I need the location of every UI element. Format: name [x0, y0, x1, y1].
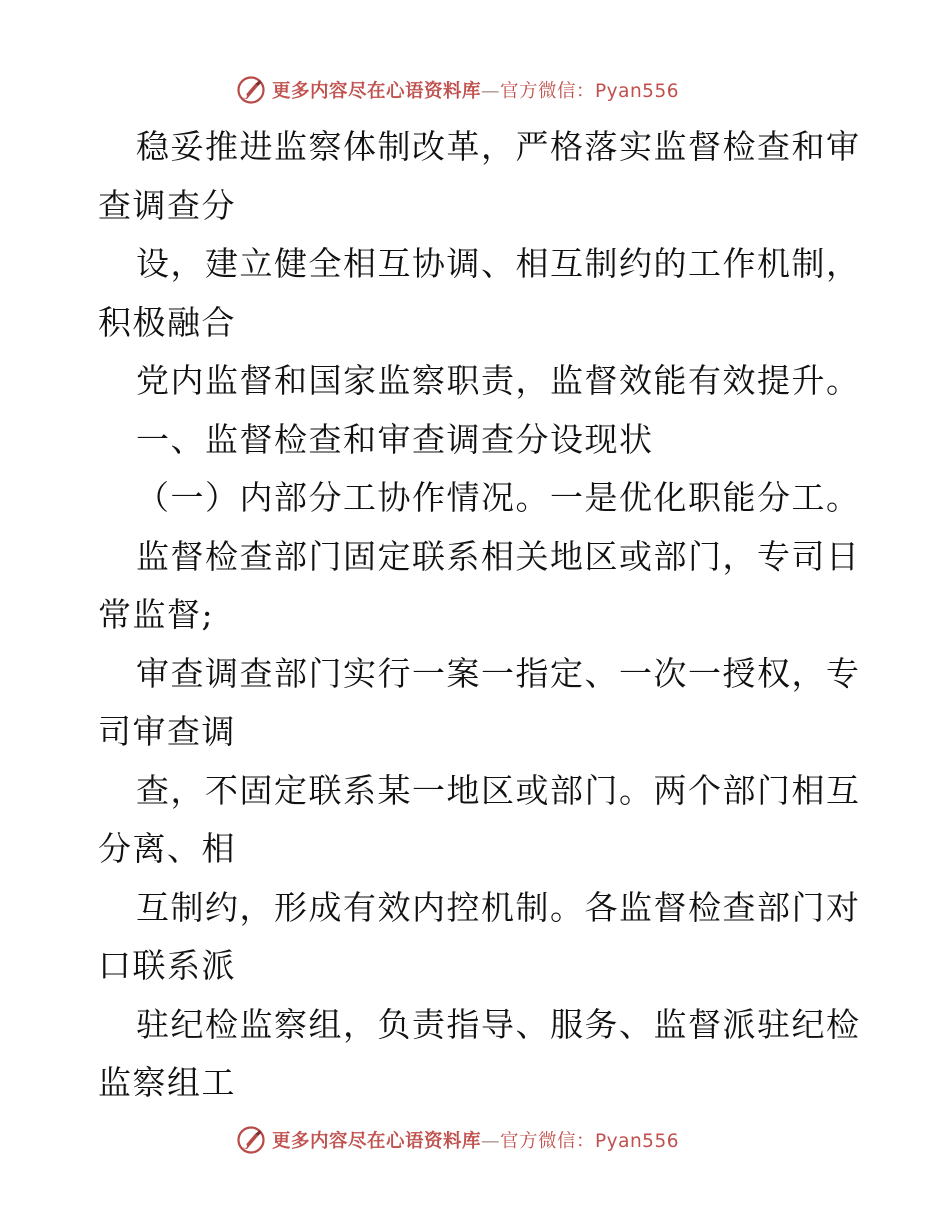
body-text: [98, 118, 861, 1113]
text-line: 查调查分: [98, 185, 236, 225]
banner-dash: —: [481, 1131, 501, 1152]
banner-contact: 官方微信：Pyan556: [500, 1131, 679, 1152]
text-line: 监察组工: [98, 1063, 236, 1102]
text-line: 审查调查部门实行一案一指定、一次一授权，专: [136, 653, 861, 693]
banner-brand: 更多内容尽在心语资料库: [272, 81, 482, 102]
banner-contact: 官方微信：Pyan556: [500, 81, 679, 102]
text-line: 口联系派: [98, 946, 236, 985]
banner-dash: —: [481, 81, 501, 102]
text-line: 稳妥推进监察体制改革，严格落实监督检查和审: [136, 127, 861, 166]
quill-pen-logo-icon: [236, 75, 266, 105]
text-line: （一）内部分工协作情况。一是优化职能分工。: [136, 478, 861, 517]
text-line: 驻纪检监察组，负责指导、服务、监督派驻纪检: [136, 1004, 861, 1044]
text-line: 查，不固定联系某一地区或部门。两个部门相互: [136, 770, 861, 810]
text-line: 常监督;: [98, 595, 215, 634]
header-banner: [236, 72, 679, 108]
text-line: 党内监督和国家监察职责，监督效能有效提升。: [136, 361, 861, 400]
text-line: 监督检查部门固定联系相关地区或部门，专司日: [136, 536, 861, 576]
section-heading: 一、监督检查和审查调查分设现状: [136, 419, 654, 459]
banner-text: [272, 77, 679, 103]
footer-banner: [236, 1122, 679, 1158]
text-line: 积极融合: [98, 302, 236, 342]
quill-pen-logo-icon: [236, 1125, 266, 1155]
text-line: 司审查调: [98, 712, 236, 751]
text-line: 分离、相: [98, 829, 236, 868]
text-line: 设，建立健全相互协调、相互制约的工作机制，: [136, 244, 861, 283]
banner-brand: 更多内容尽在心语资料库: [272, 1131, 482, 1152]
banner-text: [272, 1127, 679, 1153]
text-line: 互制约，形成有效内控机制。各监督检查部门对: [136, 887, 861, 927]
